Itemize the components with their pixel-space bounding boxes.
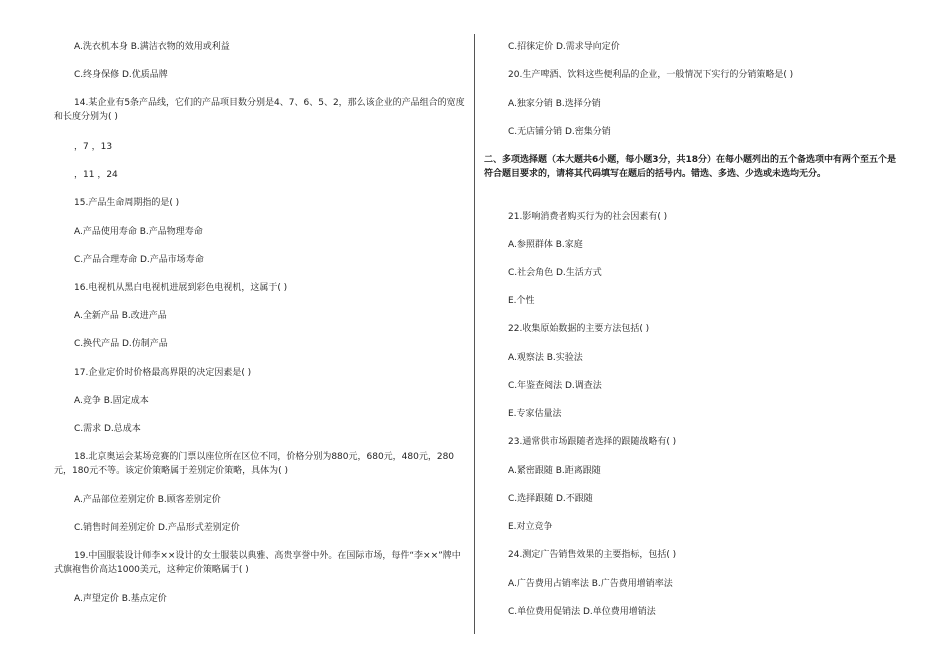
option-line: A.紧密跟随 B.距离跟随 [508,466,601,476]
question-18: 18.北京奥运会某场竞赛的门票以座位所在区位不同，价格分别为880元，680元，480元，280元，180元不等。该定价策略属于差别定价策略，具体为( ) [54,452,455,476]
option-line: C.销售时间差别定价 D.产品形式差别定价 [74,523,240,533]
option-line: A.洗衣机本身 B.满洁衣物的效用或利益 [74,42,230,52]
option-line: C.需求 D.总成本 [74,424,141,434]
question-24: 24.测定广告销售效果的主要指标，包括( ) [508,550,677,560]
option-line: A.产品部位差别定价 B.顾客差别定价 [74,495,221,505]
question-22: 22.收集原始数据的主要方法包括( ) [508,324,650,334]
option-line: C.产品合理寿命 D.产品市场寿命 [74,255,204,265]
option-line: C.社会角色 D.生活方式 [508,268,602,278]
option-line: A.竞争 B.固定成本 [74,396,149,406]
column-divider [474,34,475,634]
question-16: 16.电视机从黑白电视机进展到彩色电视机，这属于( ) [74,283,288,293]
question-19: 19.中国服装设计师李××设计的女士服装以典雅、高贵享誉中外。在国际市场，每件“李××”牌中式旗袍售价高达1000美元，这种定价策略属于( ) [54,551,461,575]
option-line: E.对立竞争 [508,522,553,532]
option-line: C.终身保修 D.优质品牌 [74,70,168,80]
option-line: C.选择跟随 D.不跟随 [508,494,593,504]
option-line: A.广告费用占销率法 B.广告费用增销率法 [508,579,673,589]
option-line: C.单位费用促销法 D.单位费用增销法 [508,607,656,617]
option-line: A.声望定价 B.基点定价 [74,594,167,604]
option-line: A.全新产品 B.改进产品 [74,311,167,321]
option-line: C.无店铺分销 D.密集分销 [508,127,611,137]
question-14: 14.某企业有5条产品线，它们的产品项目数分别是4、7、6、5、2，那么该企业的产品组合的宽度和长度分别为( ) [54,98,465,122]
option-line: A.参照群体 B.家庭 [508,240,583,250]
question-15: 15.产品生命周期指的是( ) [74,198,180,208]
answer-fragment: ，7 ，13 [74,142,113,152]
option-line: A.产品使用寿命 B.产品物理寿命 [74,227,203,237]
question-21: 21.影响消费者购买行为的社会因素有( ) [508,212,668,222]
question-20: 20.生产啤酒、饮料这些便利品的企业，一般情况下实行的分销策略是( ) [508,70,794,80]
option-line: C.招徕定价 D.需求导向定价 [508,42,620,52]
option-line: E.个性 [508,296,535,306]
question-23: 23.通常供市场跟随者选择的跟随战略有( ) [508,437,677,447]
option-line: A.观察法 B.实验法 [508,353,583,363]
option-line: E.专家估量法 [508,409,562,419]
option-line: A.独家分销 B.选择分销 [508,99,601,109]
option-line: C.年鉴查阅法 D.调查法 [508,381,602,391]
option-line: C.换代产品 D.仿制产品 [74,339,168,349]
question-17: 17.企业定价时价格最高界限的决定因素是( ) [74,368,252,378]
section-heading: 二、多项选择题（本大题共6小题，每小题3分，共18分）在每小题列出的五个备选项中有两个至五个是符合题目要求的，请将其代码填写在题后的括号内。错选、多选、少选或未选均无分。 [484,155,897,179]
answer-fragment: ，11 ，24 [74,170,118,180]
